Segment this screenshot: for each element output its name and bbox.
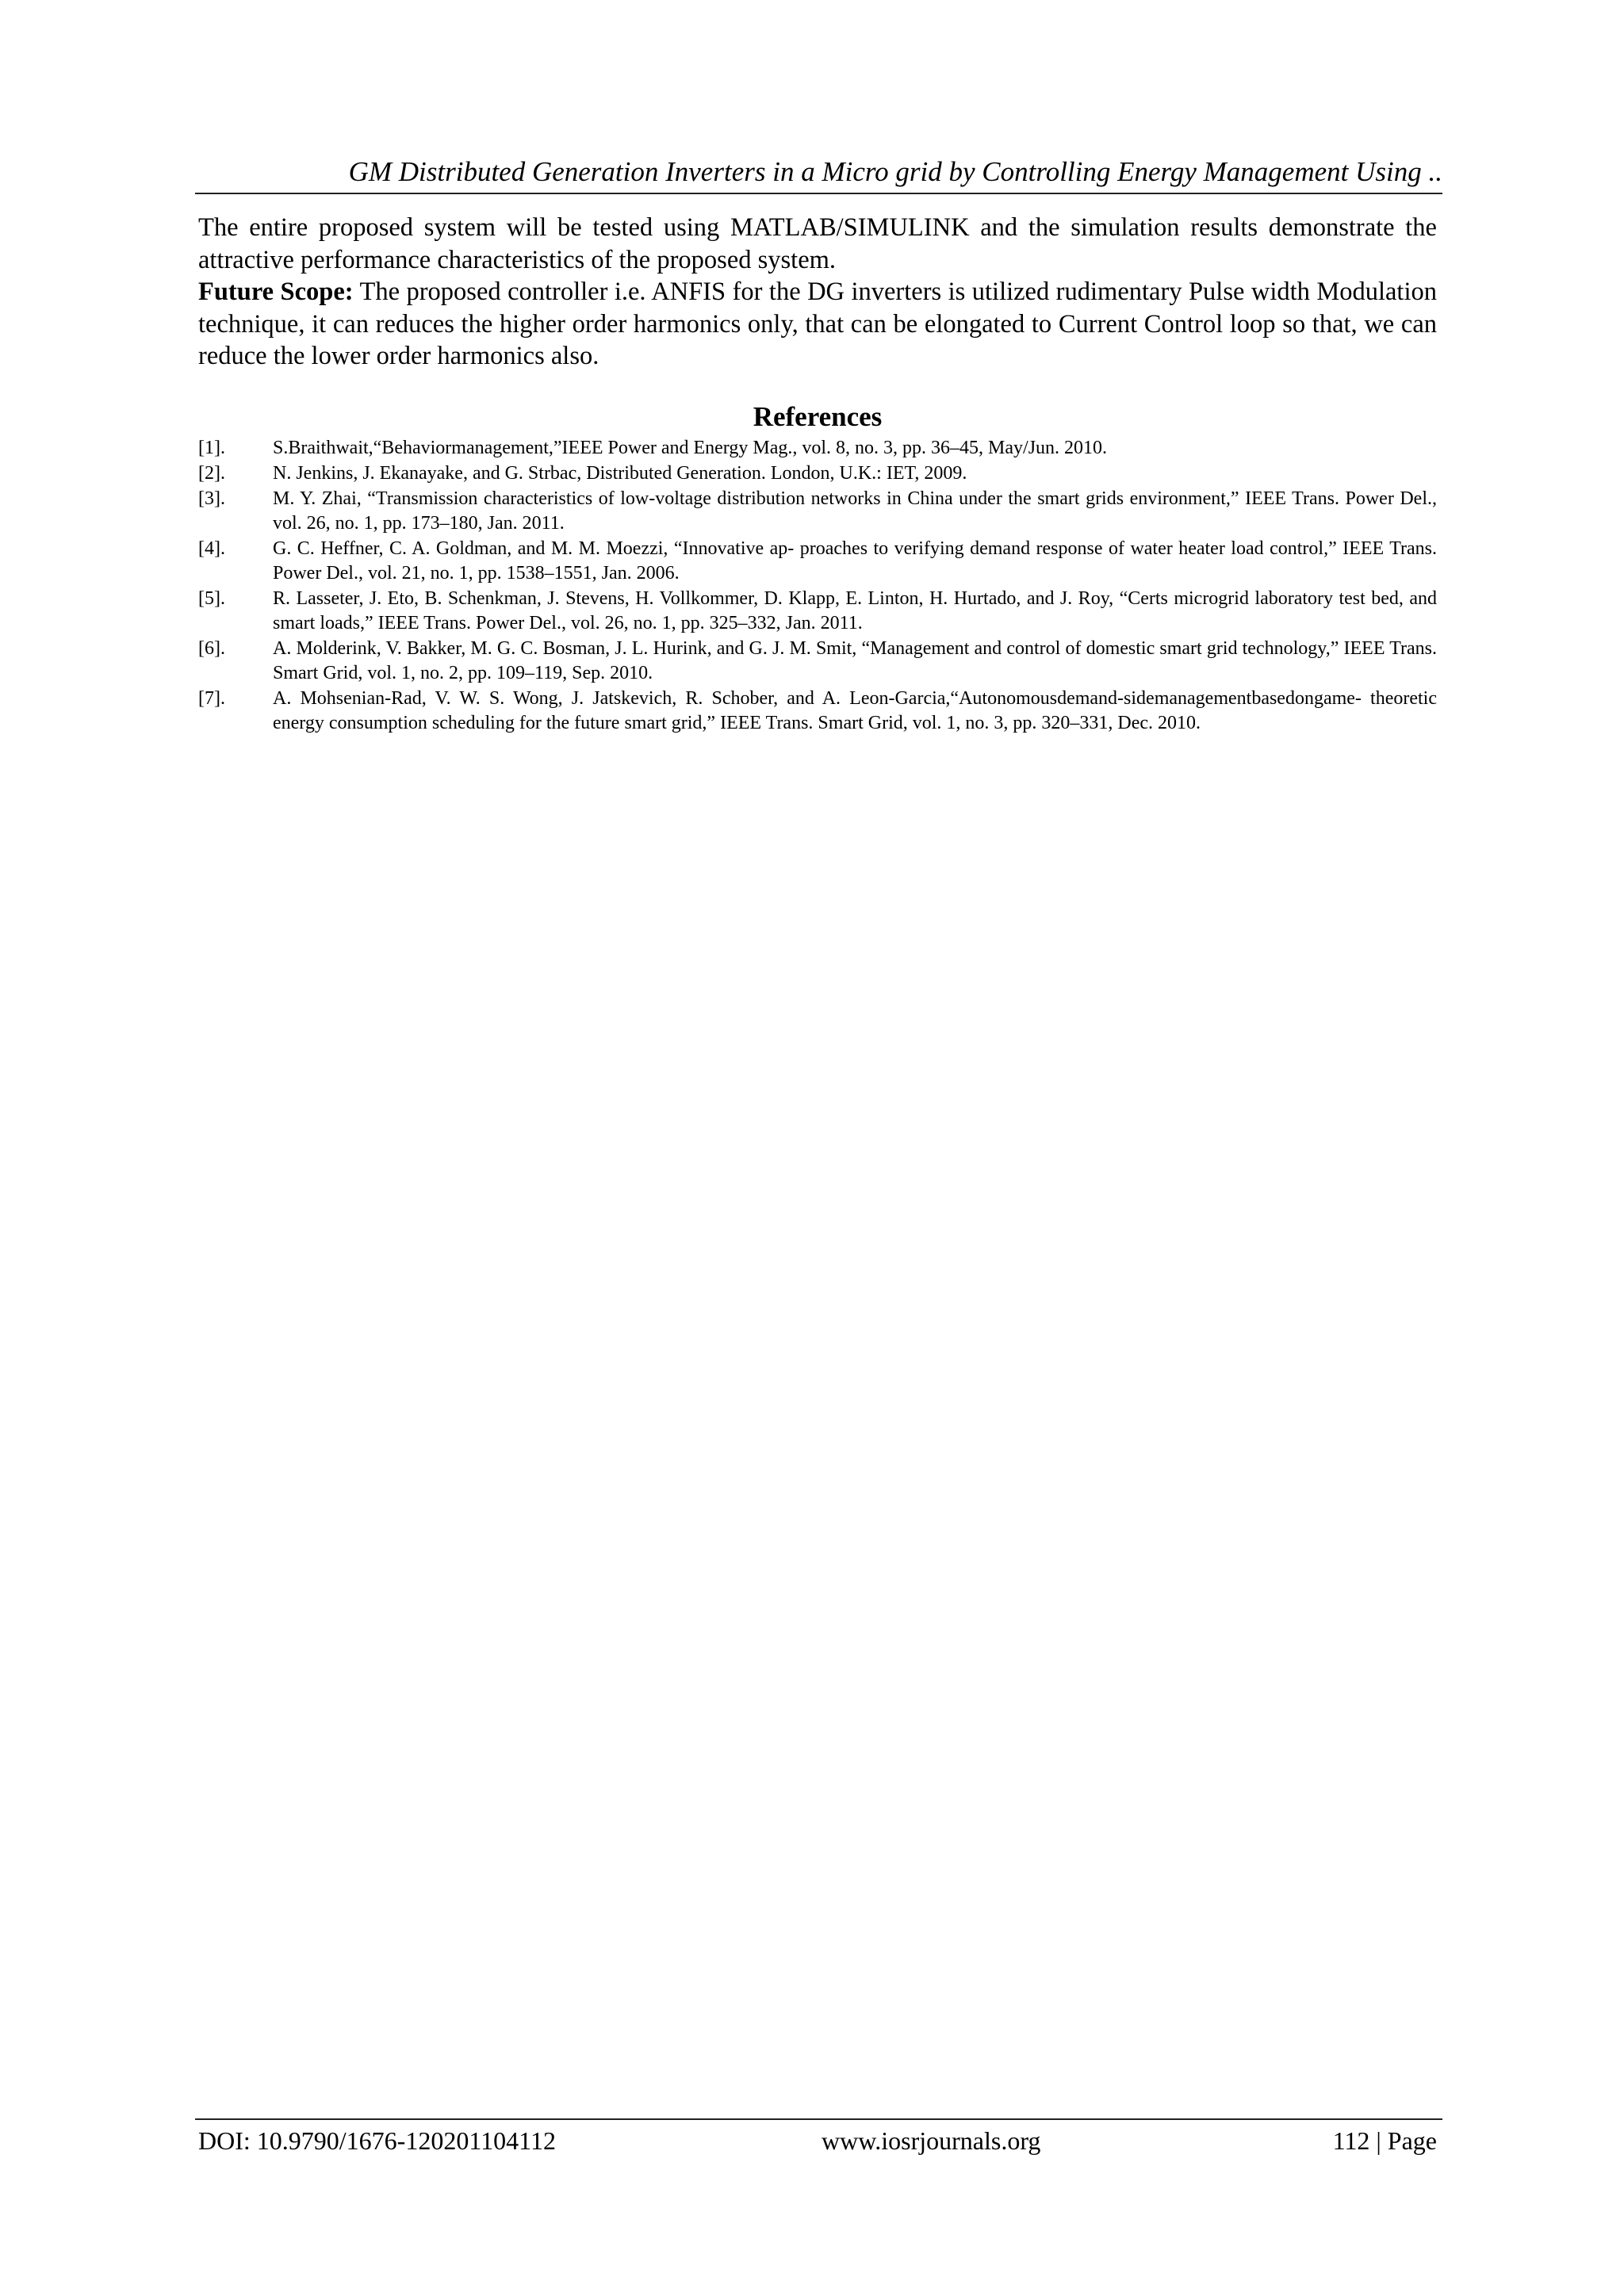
reference-text: R. Lasseter, J. Eto, B. Schenkman, J. Stevens, H. Vollkommer, D. Klapp, E. Linton, H. Hurtado, and J. Roy, “Certs microgrid laboratory test bed, and smart loads,” IEEE Trans. Power Del., vol. 26, no. 1, pp. 325–332, Jan. 2011.	[273, 588, 1437, 633]
reference-item	[198, 587, 1437, 636]
reference-text: A. Mohsenian-Rad, V. W. S. Wong, J. Jatskevich, R. Schober, and A. Leon-Garcia,“Autonomousdemand-sidemanagementbasedongame- theoretic energy consumption scheduling for the future smart grid,” IEEE Trans. Smart Grid, vol. 1, no. 3, pp. 320–331, Dec. 2010.	[273, 688, 1437, 733]
reference-number: [1].	[198, 438, 225, 458]
reference-item	[198, 537, 1437, 586]
footer-doi: DOI: 10.9790/1676-120201104112	[198, 2126, 556, 2155]
reference-text: S.Braithwait,“Behaviormanagement,”IEEE Power and Energy Mag., vol. 8, no. 3, pp. 36–45, May/Jun. 2010.	[273, 438, 1108, 458]
reference-text: N. Jenkins, J. Ekanayake, and G. Strbac, Distributed Generation. London, U.K.: IET, 2009.	[273, 463, 967, 484]
reference-item	[198, 436, 1437, 461]
references-list	[198, 436, 1437, 737]
reference-item	[198, 461, 1437, 486]
footer-website: www.iosrjournals.org	[822, 2126, 1041, 2155]
reference-number: [7].	[198, 688, 225, 709]
references-heading: References	[753, 401, 883, 432]
future-scope-text: The proposed controller i.e. ANFIS for the DG inverters is utilized rudimentary Pulse width Modulation technique, it can reduces the higher order harmonics only, that can be elongated to Current Control loop so that, we can reduce the lower order harmonics also.	[198, 277, 1437, 370]
reference-item	[198, 487, 1437, 536]
reference-text: M. Y. Zhai, “Transmission characteristics of low-voltage distribution networks in China under the smart grids environment,” IEEE Trans. Power Del., vol. 26, no. 1, pp. 173–180, Jan. 2011.	[273, 488, 1437, 534]
footer-rule	[195, 2118, 1442, 2120]
reference-number: [5].	[198, 588, 225, 609]
reference-number: [6].	[198, 638, 225, 659]
conclusion-paragraph: The entire proposed system will be tested using MATLAB/SIMULINK and the simulation results demonstrate the attractive performance characteristics of the proposed system.	[198, 213, 1437, 274]
running-header: GM Distributed Generation Inverters in a Micro grid by Controlling Energy Management Using ..	[348, 156, 1442, 187]
reference-number: [2].	[198, 463, 225, 484]
future-scope-paragraph	[198, 276, 1437, 373]
body-text	[198, 212, 1437, 373]
header-rule	[195, 193, 1442, 194]
reference-text: G. C. Heffner, C. A. Goldman, and M. M. Moezzi, “Innovative ap- proaches to verifying demand response of water heater load control,” IEEE Trans. Power Del., vol. 21, no. 1, pp. 1538–1551, Jan. 2006.	[273, 538, 1437, 584]
reference-number: [4].	[198, 538, 225, 559]
reference-number: [3].	[198, 488, 225, 509]
reference-text: A. Molderink, V. Bakker, M. G. C. Bosman, J. L. Hurink, and G. J. M. Smit, “Management and control of domestic smart grid technology,” IEEE Trans. Smart Grid, vol. 1, no. 2, pp. 109–119, Sep. 2010.	[273, 638, 1437, 683]
reference-item	[198, 637, 1437, 686]
reference-item	[198, 687, 1437, 736]
page-footer	[198, 2123, 1437, 2158]
footer-page-number: 112 | Page	[1332, 2126, 1437, 2155]
future-scope-label: Future Scope:	[198, 277, 354, 306]
